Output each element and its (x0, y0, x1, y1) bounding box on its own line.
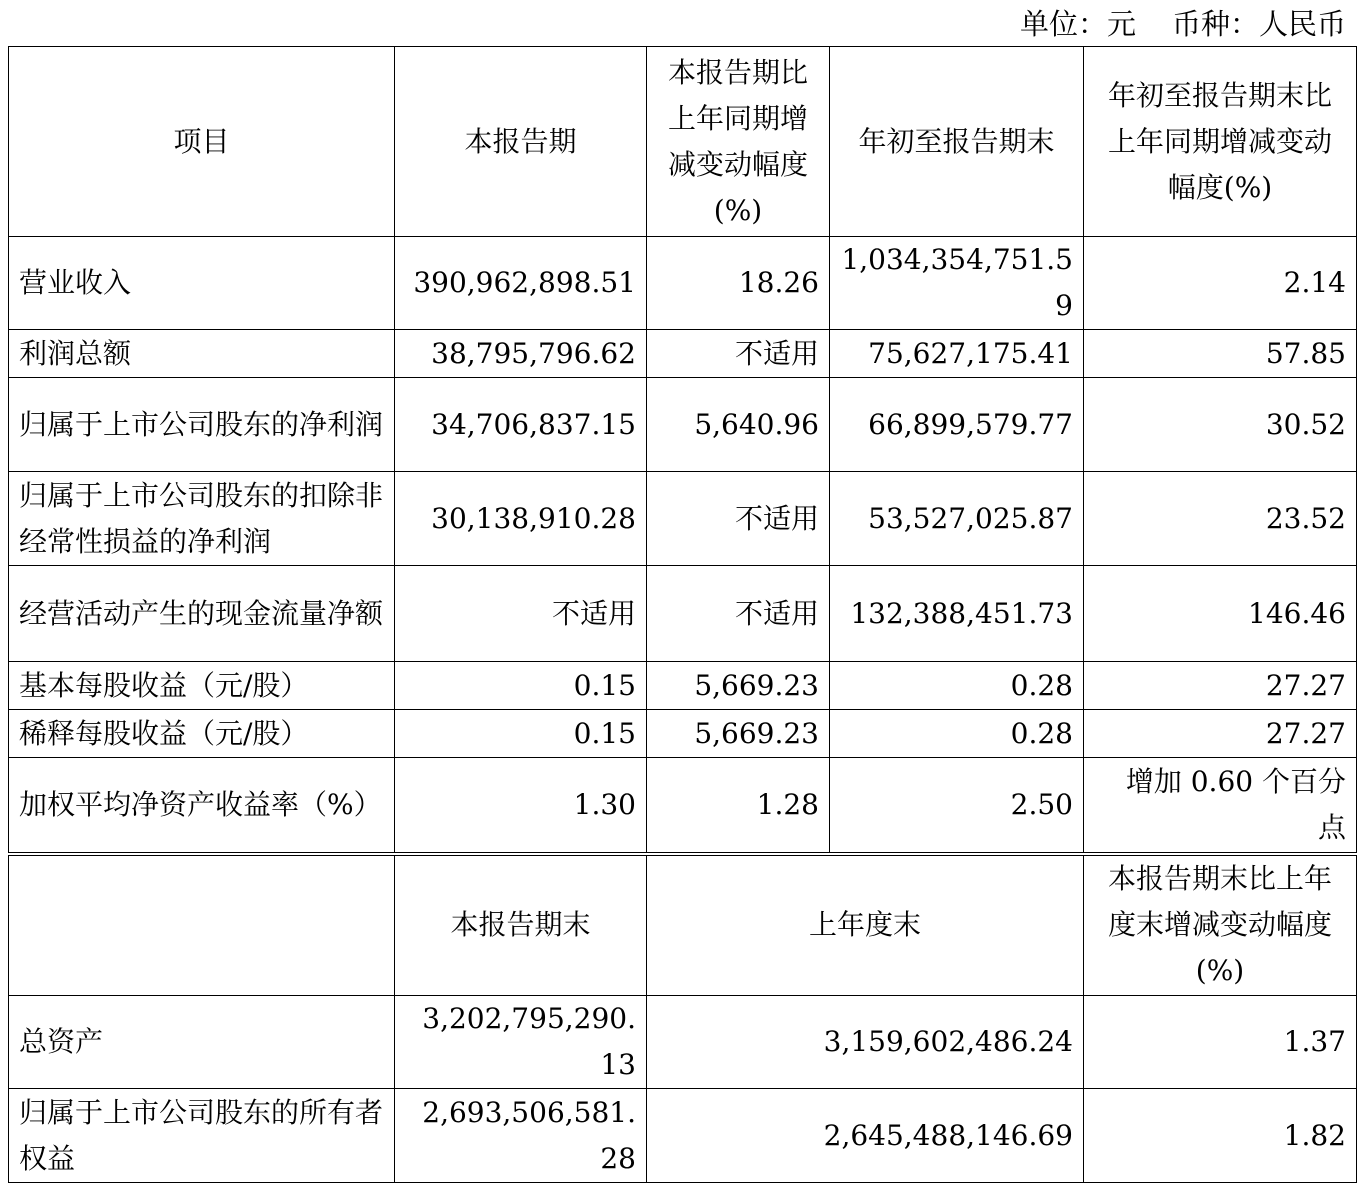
cell-ytd: 2.50 (830, 758, 1084, 854)
cell-ytd-change: 27.27 (1084, 662, 1357, 710)
row-label: 营业收入 (9, 237, 395, 330)
cell-ytd-change: 2.14 (1084, 237, 1357, 330)
cell-prev-year-end: 2,645,488,146.69 (647, 1089, 1084, 1183)
cell-current: 30,138,910.28 (395, 472, 647, 566)
cell-current: 34,706,837.15 (395, 378, 647, 472)
row-label: 利润总额 (9, 330, 395, 378)
cell-current: 390,962,898.51 (395, 237, 647, 330)
financial-data-table (8, 46, 1357, 1183)
row-label: 归属于上市公司股东的净利润 (9, 378, 395, 472)
header-current-change: 本报告期比上年同期增减变动幅度(%) (647, 47, 830, 237)
header-item: 项目 (9, 47, 395, 237)
cell-ytd-change: 27.27 (1084, 710, 1357, 758)
cell-current: 不适用 (395, 566, 647, 662)
header-current-period: 本报告期 (395, 47, 647, 237)
cell-current-change: 5,669.23 (647, 710, 830, 758)
cell-current-change: 不适用 (647, 566, 830, 662)
table-row (9, 566, 1357, 662)
cell-ytd: 132,388,451.73 (830, 566, 1084, 662)
cell-current-change: 1.28 (647, 758, 830, 854)
unit-label: 单位：元 (1019, 7, 1136, 41)
cell-current-change: 5,669.23 (647, 662, 830, 710)
cell-period-end-change: 1.37 (1084, 996, 1357, 1089)
cell-current: 0.15 (395, 710, 647, 758)
cell-ytd-change: 增加 0.60 个百分点 (1084, 758, 1357, 854)
table-row (9, 237, 1357, 330)
cell-ytd: 0.28 (830, 710, 1084, 758)
cell-ytd: 53,527,025.87 (830, 472, 1084, 566)
table-row (9, 378, 1357, 472)
cell-current: 38,795,796.62 (395, 330, 647, 378)
row-label: 加权平均净资产收益率（%） (9, 758, 395, 854)
cell-ytd: 75,627,175.41 (830, 330, 1084, 378)
cell-ytd: 1,034,354,751.59 (830, 237, 1084, 330)
cell-period-end-change: 1.82 (1084, 1089, 1357, 1183)
cell-prev-year-end: 3,159,602,486.24 (647, 996, 1084, 1089)
table-row (9, 330, 1357, 378)
row-label: 归属于上市公司股东的扣除非经常性损益的净利润 (9, 472, 395, 566)
cell-period-end: 2,693,506,581.28 (395, 1089, 647, 1183)
table-row (9, 1089, 1357, 1183)
header-period-end: 本报告期末 (395, 854, 647, 996)
cell-ytd-change: 30.52 (1084, 378, 1357, 472)
header2-item (9, 854, 395, 996)
row-label: 基本每股收益（元/股） (9, 662, 395, 710)
unit-currency-line (1020, 4, 1346, 44)
cell-ytd-change: 146.46 (1084, 566, 1357, 662)
cell-ytd: 0.28 (830, 662, 1084, 710)
cell-current: 0.15 (395, 662, 647, 710)
table-row (9, 472, 1357, 566)
row-label: 归属于上市公司股东的所有者权益 (9, 1089, 395, 1183)
table-row (9, 758, 1357, 854)
header-period-end-change: 本报告期末比上年度末增减变动幅度(%) (1084, 854, 1357, 996)
table-row (9, 996, 1357, 1089)
header-row-1 (9, 47, 1357, 237)
cell-current-change: 18.26 (647, 237, 830, 330)
cell-current-change: 不适用 (647, 330, 830, 378)
currency-label: 币种：人民币 (1171, 7, 1346, 41)
row-label: 稀释每股收益（元/股） (9, 710, 395, 758)
row-label: 总资产 (9, 996, 395, 1089)
cell-ytd-change: 57.85 (1084, 330, 1357, 378)
cell-current: 1.30 (395, 758, 647, 854)
cell-current-change: 不适用 (647, 472, 830, 566)
header-prev-year-end: 上年度末 (647, 854, 1084, 996)
header-ytd: 年初至报告期末 (830, 47, 1084, 237)
header-ytd-change: 年初至报告期末比上年同期增减变动幅度(%) (1084, 47, 1357, 237)
cell-ytd: 66,899,579.77 (830, 378, 1084, 472)
table-row (9, 710, 1357, 758)
cell-ytd-change: 23.52 (1084, 472, 1357, 566)
cell-period-end: 3,202,795,290.13 (395, 996, 647, 1089)
row-label: 经营活动产生的现金流量净额 (9, 566, 395, 662)
table-row (9, 662, 1357, 710)
header-row-2 (9, 854, 1357, 996)
cell-current-change: 5,640.96 (647, 378, 830, 472)
